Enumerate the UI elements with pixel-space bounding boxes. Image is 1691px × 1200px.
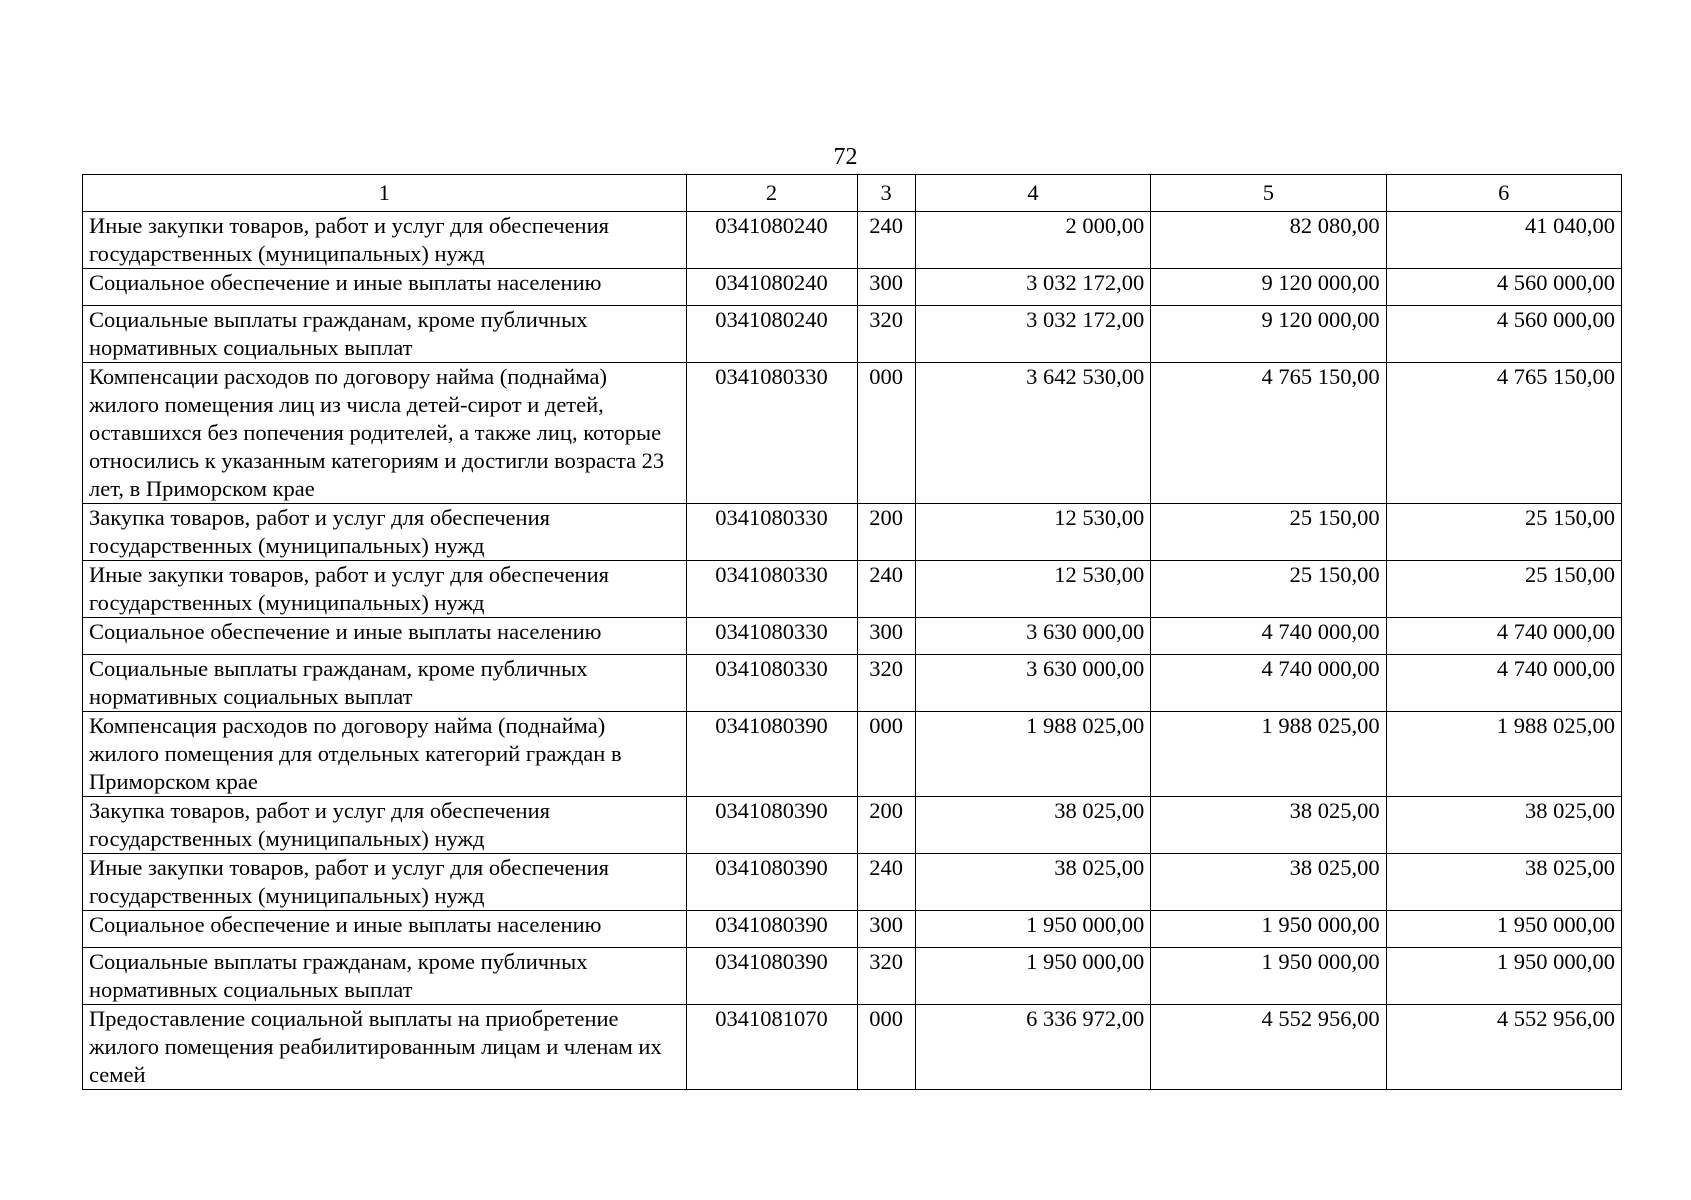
row-amount-col4: 3 630 000,00 bbox=[915, 618, 1150, 655]
budget-table bbox=[82, 174, 1622, 1090]
row-amount-col6: 4 765 150,00 bbox=[1386, 363, 1621, 504]
table-row bbox=[83, 561, 1622, 618]
row-amount-col5: 4 552 956,00 bbox=[1151, 1005, 1386, 1090]
row-amount-col4: 12 530,00 bbox=[915, 504, 1150, 561]
row-target-code: 0341080330 bbox=[686, 561, 857, 618]
row-name: Предоставление социальной выплаты на приобретение жилого помещения реабилитированным лицам и членам их семей bbox=[83, 1005, 687, 1090]
table-row bbox=[83, 212, 1622, 269]
header-col-3: 3 bbox=[857, 175, 915, 212]
row-amount-col6: 25 150,00 bbox=[1386, 504, 1621, 561]
row-amount-col5: 38 025,00 bbox=[1151, 797, 1386, 854]
row-amount-col6: 4 740 000,00 bbox=[1386, 618, 1621, 655]
row-amount-col6: 4 552 956,00 bbox=[1386, 1005, 1621, 1090]
row-amount-col6: 38 025,00 bbox=[1386, 854, 1621, 911]
row-name: Закупка товаров, работ и услуг для обеспечения государственных (муниципальных) нужд bbox=[83, 797, 687, 854]
row-target-code: 0341080330 bbox=[686, 363, 857, 504]
row-amount-col4: 1 988 025,00 bbox=[915, 712, 1150, 797]
table-row bbox=[83, 504, 1622, 561]
table-row bbox=[83, 618, 1622, 655]
row-amount-col6: 4 560 000,00 bbox=[1386, 306, 1621, 363]
row-expense-type: 320 bbox=[857, 655, 915, 712]
row-target-code: 0341080330 bbox=[686, 618, 857, 655]
row-amount-col5: 25 150,00 bbox=[1151, 504, 1386, 561]
row-expense-type: 240 bbox=[857, 212, 915, 269]
row-amount-col6: 1 950 000,00 bbox=[1386, 911, 1621, 948]
row-target-code: 0341080240 bbox=[686, 269, 857, 306]
table-row bbox=[83, 655, 1622, 712]
table-row bbox=[83, 948, 1622, 1005]
table-row bbox=[83, 797, 1622, 854]
row-amount-col6: 38 025,00 bbox=[1386, 797, 1621, 854]
row-target-code: 0341080390 bbox=[686, 948, 857, 1005]
row-name: Закупка товаров, работ и услуг для обеспечения государственных (муниципальных) нужд bbox=[83, 504, 687, 561]
row-amount-col5: 25 150,00 bbox=[1151, 561, 1386, 618]
table-row bbox=[83, 269, 1622, 306]
row-target-code: 0341080240 bbox=[686, 212, 857, 269]
row-expense-type: 240 bbox=[857, 561, 915, 618]
row-name: Социальные выплаты гражданам, кроме публичных нормативных социальных выплат bbox=[83, 655, 687, 712]
row-amount-col5: 4 765 150,00 bbox=[1151, 363, 1386, 504]
row-expense-type: 300 bbox=[857, 269, 915, 306]
row-name: Иные закупки товаров, работ и услуг для обеспечения государственных (муниципальных) нужд bbox=[83, 854, 687, 911]
table-row bbox=[83, 911, 1622, 948]
row-amount-col5: 1 950 000,00 bbox=[1151, 911, 1386, 948]
row-expense-type: 000 bbox=[857, 1005, 915, 1090]
header-col-5: 5 bbox=[1151, 175, 1386, 212]
row-expense-type: 000 bbox=[857, 363, 915, 504]
row-target-code: 0341080240 bbox=[686, 306, 857, 363]
table-row bbox=[83, 306, 1622, 363]
row-target-code: 0341080390 bbox=[686, 854, 857, 911]
row-name: Иные закупки товаров, работ и услуг для обеспечения государственных (муниципальных) нужд bbox=[83, 212, 687, 269]
page-number: 72 bbox=[833, 144, 858, 170]
row-target-code: 0341080330 bbox=[686, 504, 857, 561]
row-name: Социальные выплаты гражданам, кроме публичных нормативных социальных выплат bbox=[83, 306, 687, 363]
row-target-code: 0341080330 bbox=[686, 655, 857, 712]
header-col-6: 6 bbox=[1386, 175, 1621, 212]
row-amount-col6: 25 150,00 bbox=[1386, 561, 1621, 618]
row-name: Иные закупки товаров, работ и услуг для обеспечения государственных (муниципальных) нужд bbox=[83, 561, 687, 618]
row-expense-type: 320 bbox=[857, 948, 915, 1005]
row-amount-col4: 3 630 000,00 bbox=[915, 655, 1150, 712]
row-expense-type: 200 bbox=[857, 504, 915, 561]
row-expense-type: 300 bbox=[857, 618, 915, 655]
table-row bbox=[83, 712, 1622, 797]
table-row bbox=[83, 854, 1622, 911]
row-amount-col5: 4 740 000,00 bbox=[1151, 655, 1386, 712]
row-amount-col6: 4 740 000,00 bbox=[1386, 655, 1621, 712]
row-amount-col5: 1 988 025,00 bbox=[1151, 712, 1386, 797]
row-name: Компенсации расходов по договору найма (поднайма) жилого помещения лиц из числа детей-сирот и детей, оставшихся без попечения родителей, а также лиц, которые относились к указанным категориям и достигли возраста 23 лет, в Приморском крае bbox=[83, 363, 687, 504]
table-row bbox=[83, 1005, 1622, 1090]
row-amount-col4: 3 032 172,00 bbox=[915, 269, 1150, 306]
row-amount-col5: 38 025,00 bbox=[1151, 854, 1386, 911]
row-name: Социальное обеспечение и иные выплаты населению bbox=[83, 618, 687, 655]
row-expense-type: 240 bbox=[857, 854, 915, 911]
row-name: Социальное обеспечение и иные выплаты населению bbox=[83, 269, 687, 306]
row-amount-col5: 82 080,00 bbox=[1151, 212, 1386, 269]
row-expense-type: 200 bbox=[857, 797, 915, 854]
row-amount-col5: 4 740 000,00 bbox=[1151, 618, 1386, 655]
row-amount-col4: 3 642 530,00 bbox=[915, 363, 1150, 504]
row-target-code: 0341080390 bbox=[686, 797, 857, 854]
row-amount-col4: 1 950 000,00 bbox=[915, 948, 1150, 1005]
row-amount-col4: 1 950 000,00 bbox=[915, 911, 1150, 948]
row-name: Социальное обеспечение и иные выплаты населению bbox=[83, 911, 687, 948]
row-amount-col5: 1 950 000,00 bbox=[1151, 948, 1386, 1005]
row-target-code: 0341081070 bbox=[686, 1005, 857, 1090]
row-amount-col6: 1 950 000,00 bbox=[1386, 948, 1621, 1005]
header-col-4: 4 bbox=[915, 175, 1150, 212]
row-amount-col5: 9 120 000,00 bbox=[1151, 306, 1386, 363]
row-expense-type: 320 bbox=[857, 306, 915, 363]
table-row bbox=[83, 363, 1622, 504]
row-amount-col4: 6 336 972,00 bbox=[915, 1005, 1150, 1090]
header-col-1: 1 bbox=[83, 175, 687, 212]
header-col-2: 2 bbox=[686, 175, 857, 212]
row-amount-col4: 3 032 172,00 bbox=[915, 306, 1150, 363]
row-target-code: 0341080390 bbox=[686, 911, 857, 948]
row-name: Компенсация расходов по договору найма (поднайма) жилого помещения для отдельных категорий граждан в Приморском крае bbox=[83, 712, 687, 797]
row-amount-col6: 1 988 025,00 bbox=[1386, 712, 1621, 797]
row-amount-col6: 4 560 000,00 bbox=[1386, 269, 1621, 306]
row-amount-col5: 9 120 000,00 bbox=[1151, 269, 1386, 306]
row-target-code: 0341080390 bbox=[686, 712, 857, 797]
header-row bbox=[83, 175, 1622, 212]
row-amount-col4: 2 000,00 bbox=[915, 212, 1150, 269]
row-expense-type: 300 bbox=[857, 911, 915, 948]
row-amount-col6: 41 040,00 bbox=[1386, 212, 1621, 269]
row-expense-type: 000 bbox=[857, 712, 915, 797]
row-amount-col4: 38 025,00 bbox=[915, 797, 1150, 854]
row-amount-col4: 12 530,00 bbox=[915, 561, 1150, 618]
row-amount-col4: 38 025,00 bbox=[915, 854, 1150, 911]
row-name: Социальные выплаты гражданам, кроме публичных нормативных социальных выплат bbox=[83, 948, 687, 1005]
